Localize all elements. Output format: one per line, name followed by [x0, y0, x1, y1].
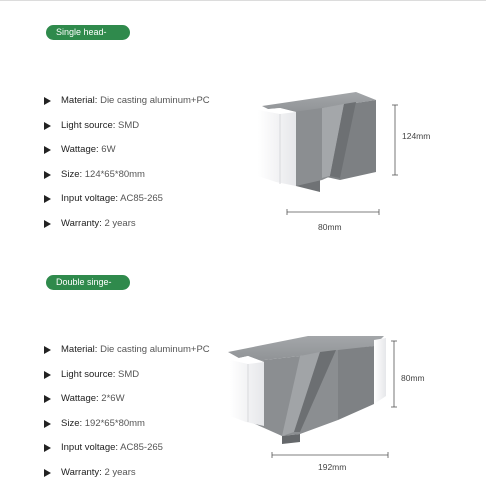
spec-label: Light source: — [61, 368, 116, 380]
spec-value: Die casting aluminum+PC — [97, 344, 210, 355]
spec-value: 6W — [98, 144, 116, 155]
bullet-triangle-icon — [44, 395, 51, 403]
spec-value: SMD — [115, 119, 140, 131]
bullet-triangle-icon — [44, 97, 51, 105]
spec-label: Size: — [61, 168, 83, 180]
spec-label: Wattage: — [61, 393, 99, 404]
spec-label: Input voltage: — [61, 193, 119, 204]
spec-label: Warranty: — [61, 217, 102, 229]
dimension-height-label: 124mm — [402, 131, 431, 141]
spec-value: SMD — [115, 368, 140, 380]
bullet-triangle-icon — [44, 420, 51, 428]
single-head-lamp-image — [258, 92, 376, 192]
spec-label: Input voltage: — [61, 442, 119, 453]
spec-value: 124*65*80mm — [82, 168, 145, 180]
spec-label: Material: — [61, 95, 98, 106]
spec-value: 2 years — [101, 217, 136, 229]
spec-value: AC85-265 — [118, 193, 163, 204]
spec-label: Warranty: — [61, 466, 102, 478]
double-singe-dimension-lines — [272, 341, 397, 458]
single-head-dimension-lines — [287, 105, 398, 215]
bullet-triangle-icon — [44, 220, 51, 228]
dimension-width-label: 80mm — [318, 222, 342, 232]
spec-value: 2*6W — [98, 393, 125, 404]
bullet-triangle-icon — [44, 146, 51, 154]
spec-value: AC85-265 — [118, 442, 163, 453]
section-heading-double-singe: Double singe- — [46, 275, 130, 290]
spec-value: 2 years — [101, 466, 136, 478]
spec-value: Die casting aluminum+PC — [97, 95, 210, 106]
spec-label: Light source: — [61, 119, 116, 131]
bullet-triangle-icon — [44, 171, 51, 179]
spec-label: Material: — [61, 344, 98, 355]
double-singe-lamp-image — [228, 336, 386, 444]
bullet-triangle-icon — [44, 122, 51, 130]
bullet-triangle-icon — [44, 371, 51, 379]
dimension-height-label: 80mm — [401, 373, 425, 383]
dimension-width-label: 192mm — [318, 462, 347, 472]
bullet-triangle-icon — [44, 195, 51, 203]
spec-value: 192*65*80mm — [82, 417, 145, 429]
bullet-triangle-icon — [44, 444, 51, 452]
bullet-triangle-icon — [44, 469, 51, 477]
spec-label: Wattage: — [61, 144, 99, 155]
spec-label: Size: — [61, 417, 83, 429]
top-divider — [0, 0, 486, 1]
section-heading-single-head: Single head- — [46, 25, 130, 40]
bullet-triangle-icon — [44, 346, 51, 354]
